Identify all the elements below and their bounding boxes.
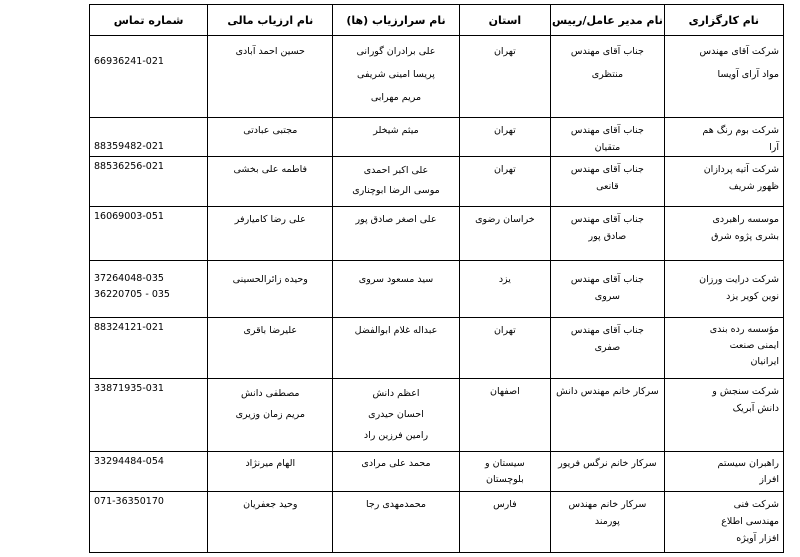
manager-cell: جناب آقای مهندس قانعی (570, 164, 644, 192)
company-cell: شرکت سنجش و دانش آبریک (712, 386, 779, 414)
province-cell: اصفهان (490, 386, 520, 397)
header-row (90, 5, 784, 36)
company-cell: شرکت آتیه پردازان ظهور شریف (703, 164, 779, 192)
phone-cell: 33871935-031 (94, 383, 164, 394)
table-row (90, 379, 784, 452)
phone-cell: 88536256-021 (94, 161, 164, 172)
header-phone: شماره تماس (90, 5, 208, 36)
company-cell: شرکت بوم رنگ هم آرا (702, 125, 779, 153)
table-row (90, 492, 784, 553)
appraisers-cell: میثم شیخلر (373, 125, 419, 136)
table-row (90, 157, 784, 207)
manager-cell: سرکار خانم مهندس دانش (556, 386, 659, 397)
financial-cell: وحید جعفریان (243, 499, 298, 510)
province-cell: تهران (493, 46, 516, 57)
manager-cell: جناب آقای مهندس منتظری (570, 46, 644, 80)
phone-cell: 16069003-051 (94, 211, 164, 222)
header-province: استان (459, 5, 551, 36)
phone-cell: 33294484-054 (94, 456, 164, 467)
table-row (90, 36, 784, 118)
header-appraisers: نام سرارزیاب (ها) (333, 5, 459, 36)
province-cell: یزد (498, 274, 511, 285)
province-cell: سیستان و بلوچستان (485, 458, 525, 485)
manager-cell: سرکار خانم نرگس فریور (558, 458, 657, 469)
table-row (90, 118, 784, 157)
financial-cell: علی رضا کامیارفر (234, 214, 306, 225)
table-row (90, 261, 784, 318)
appraisers-cell: اعظم دانش احسان حیدری رامین فرزین راد (363, 388, 429, 441)
header-financial: نام ارزیاب مالی (208, 5, 333, 36)
phone-cell: 66936241-021 (94, 56, 164, 67)
financial-cell: فاطمه علی بخشی (233, 164, 308, 175)
company-cell: مؤسسه رده بندی ایمنی صنعت ایرانیان (709, 324, 779, 367)
table-row (90, 207, 784, 261)
manager-cell: جناب آقای مهندس صفری (570, 325, 644, 353)
header-company: نام کارگزاری (664, 5, 783, 36)
financial-cell: حسین احمد آبادی (235, 46, 305, 57)
financial-cell: علیرضا باقری (243, 325, 298, 336)
manager-cell: جناب آقای مهندس متقیان (570, 125, 644, 153)
appraisers-cell: محمدمهدی رجا (366, 499, 426, 510)
appraisers-cell: عبداله غلام ابوالفضل (354, 325, 438, 336)
financial-cell: مصطفی دانش مریم زمان وزیری (235, 388, 305, 420)
company-cell: موسسه راهبردی بشری پژوه شرق (711, 214, 779, 242)
financial-cell: الهام میرنژاد (245, 458, 296, 469)
appraisers-cell: علی اکبر احمدی موسی الرضا ابوچناری (352, 165, 440, 196)
province-cell: تهران (493, 325, 516, 336)
manager-cell: جناب آقای مهندس صادق پور (570, 214, 644, 242)
company-cell: شرکت درایت ورزان نوین کویر یزد (699, 274, 779, 302)
province-cell: خراسان رضوی (475, 214, 535, 225)
phone-cell: 88324121-021 (94, 322, 164, 333)
province-cell: تهران (493, 164, 516, 175)
appraisers-cell: سید مسعود سروی (358, 274, 434, 285)
company-cell: شرکت فنی مهندسی اطلاع افزار آویژه (721, 499, 779, 544)
table-row (90, 318, 784, 379)
manager-cell: سرکار خانم مهندس پورمند (568, 499, 647, 527)
phone-cell: 071-36350170 (94, 496, 164, 507)
table-row (90, 452, 784, 492)
header-manager: نام مدیر عامل/رییس (551, 5, 665, 36)
financial-cell: مجتبی عبادتی (243, 125, 298, 136)
financial-cell: وحیده زائرالحسینی (232, 274, 308, 285)
phone-cell: 88359482-021 (94, 141, 164, 152)
appraisers-cell: علی برادران گورانی پریسا امینی شریفی مریم مهرابی (356, 46, 436, 103)
company-cell: شرکت آقای مهندس مواد آرای آویسا (699, 46, 779, 80)
appraisers-cell: محمد علی مرادی (361, 458, 431, 469)
agencies-table (89, 4, 784, 553)
province-cell: تهران (493, 125, 516, 136)
company-cell: راهبران سیستم افراز (717, 458, 779, 485)
manager-cell: جناب آقای مهندس سروی (570, 274, 644, 302)
phone-cell: 37264048-035 36220705 - 035 (94, 273, 170, 300)
province-cell: فارس (493, 499, 517, 510)
appraisers-cell: علی اصغر صادق پور (355, 214, 437, 225)
